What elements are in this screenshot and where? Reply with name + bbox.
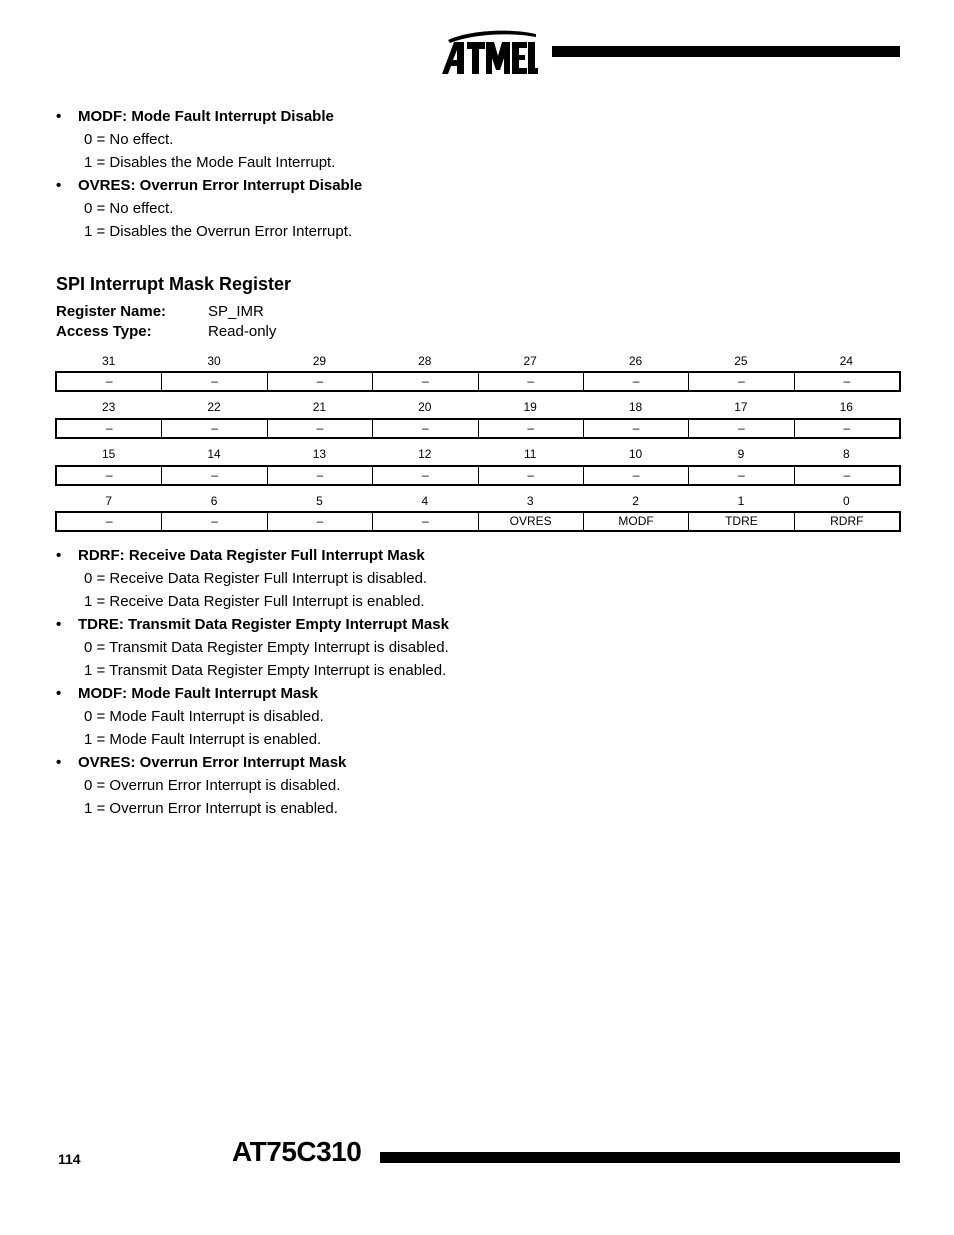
bit-number: 15 [102, 447, 116, 461]
bit-field-cell: – [105, 514, 113, 528]
bit-value-description: 0 = Mode Fault Interrupt is disabled. [84, 708, 324, 725]
bit-number: 30 [207, 354, 221, 368]
bit-number-row [56, 494, 899, 508]
bullet-heading: • MODF: Mode Fault Interrupt Disable [56, 108, 334, 125]
bit-value-description: 0 = Overrun Error Interrupt is disabled. [84, 777, 341, 794]
bit-field-row [55, 511, 901, 532]
bit-value-description: 0 = Transmit Data Register Empty Interrupt is disabled. [84, 639, 449, 656]
bit-number: 26 [628, 354, 643, 368]
bit-number: 6 [210, 494, 218, 508]
bit-field-cell: – [583, 373, 688, 390]
bit-number: 13 [312, 447, 327, 461]
bullet-heading: • OVRES: Overrun Error Interrupt Mask [56, 754, 347, 771]
register-name-label: Register Name: [56, 303, 167, 320]
bit-field-cell: – [688, 467, 793, 484]
bit-field-cell: MODF [583, 513, 688, 530]
bit-number: 8 [842, 447, 850, 461]
bit-value-description: 0 = No effect. [84, 200, 174, 217]
atmel-logo [440, 28, 538, 78]
page-number: 114 [58, 1151, 81, 1167]
bit-field-cell: – [161, 420, 266, 437]
bit-field-cell: – [794, 467, 899, 484]
bit-number: 7 [105, 494, 113, 508]
access-type-value: Read-only [208, 323, 277, 340]
bit-number: 4 [421, 494, 429, 508]
bit-field-cell: – [161, 467, 266, 484]
bit-number: 14 [207, 447, 221, 461]
bit-field-cell: – [794, 420, 899, 437]
bit-number: 3 [526, 494, 534, 508]
bit-field-cell: TDRE [688, 513, 793, 530]
bullet-heading: • TDRE: Transmit Data Register Empty Interrupt Mask [56, 616, 449, 633]
bit-number-row [56, 354, 899, 368]
bit-field-row [55, 418, 901, 439]
bit-field-cell: – [478, 420, 583, 437]
bit-number-row [56, 447, 899, 461]
bullet-heading: • OVRES: Overrun Error Interrupt Disable [56, 177, 363, 194]
access-type-label: Access Type: [56, 323, 152, 340]
document-title: AT75C310 [232, 1136, 362, 1167]
bullet-heading: • MODF: Mode Fault Interrupt Mask [56, 685, 318, 702]
bit-value-description: 0 = Receive Data Register Full Interrupt is disabled. [84, 570, 428, 587]
bit-number: 10 [628, 447, 643, 461]
bit-number: 16 [839, 400, 853, 414]
bit-number: 20 [418, 400, 432, 414]
access-type-row [56, 323, 276, 340]
bit-number: 1 [737, 494, 745, 508]
bit-field-cell: – [161, 513, 266, 530]
bit-number: 21 [312, 400, 327, 414]
register-name-value: SP_IMR [208, 303, 264, 320]
register-name-row [56, 303, 264, 320]
bit-value-description: 1 = Disables the Mode Fault Interrupt. [84, 154, 336, 171]
header-rule [552, 46, 900, 57]
bit-field-cell: – [372, 513, 477, 530]
bit-field-cell: RDRF [794, 513, 899, 530]
bit-number: 18 [628, 400, 643, 414]
bit-number-row [56, 400, 899, 414]
bit-field-cell: – [794, 373, 899, 390]
bit-number: 19 [523, 400, 537, 414]
bit-number: 22 [207, 400, 221, 414]
bit-value-description: 1 = Receive Data Register Full Interrupt is enabled. [84, 593, 425, 610]
bit-field-cell: – [372, 420, 477, 437]
footer-rule [380, 1152, 900, 1163]
bit-field-cell: OVRES [478, 513, 583, 530]
bit-field-cell: – [688, 420, 793, 437]
bit-number: 9 [737, 447, 745, 461]
bit-field-row [55, 465, 901, 486]
bit-number: 2 [632, 494, 639, 508]
top-bit-description-list [56, 105, 362, 243]
bit-number: 12 [418, 447, 432, 461]
bit-field-cell: – [267, 420, 372, 437]
bit-number: 17 [734, 400, 748, 414]
bit-field-cell: – [583, 467, 688, 484]
bit-field-cell: – [478, 467, 583, 484]
bit-field-cell: – [105, 374, 113, 388]
bit-field-cell: – [161, 373, 266, 390]
bit-number: 0 [842, 494, 850, 508]
bit-field-row [55, 371, 901, 392]
bit-number: 5 [316, 494, 323, 508]
bit-number: 28 [418, 354, 432, 368]
bit-field-cell: – [105, 468, 113, 482]
bit-value-description: 1 = Disables the Overrun Error Interrupt. [84, 223, 353, 240]
bit-field-cell: – [267, 373, 372, 390]
bit-field-cell: – [372, 467, 477, 484]
bit-field-cell: – [583, 420, 688, 437]
bit-field-cell: – [372, 373, 477, 390]
bit-number: 11 [523, 447, 537, 461]
bit-number: 31 [102, 354, 116, 368]
bit-value-description: 1 = Mode Fault Interrupt is enabled. [84, 731, 322, 748]
bit-field-cell: – [478, 373, 583, 390]
bit-number: 24 [839, 354, 853, 368]
bit-value-description: 0 = No effect. [84, 131, 174, 148]
bit-number: 25 [734, 354, 748, 368]
bullet-heading: • RDRF: Receive Data Register Full Interrupt Mask [56, 547, 425, 564]
bit-value-description: 1 = Overrun Error Interrupt is enabled. [84, 800, 338, 817]
bit-field-cell: – [105, 421, 113, 435]
bit-value-description: 1 = Transmit Data Register Empty Interrupt is enabled. [84, 662, 447, 679]
bit-field-cell: – [267, 467, 372, 484]
bit-number: 27 [523, 354, 537, 368]
bottom-bit-description-list [56, 544, 449, 820]
bit-number: 29 [312, 354, 327, 368]
bit-field-cell: – [267, 513, 372, 530]
bit-field-cell: – [688, 373, 793, 390]
section-title: SPI Interrupt Mask Register [56, 274, 292, 294]
bit-number: 23 [102, 400, 116, 414]
